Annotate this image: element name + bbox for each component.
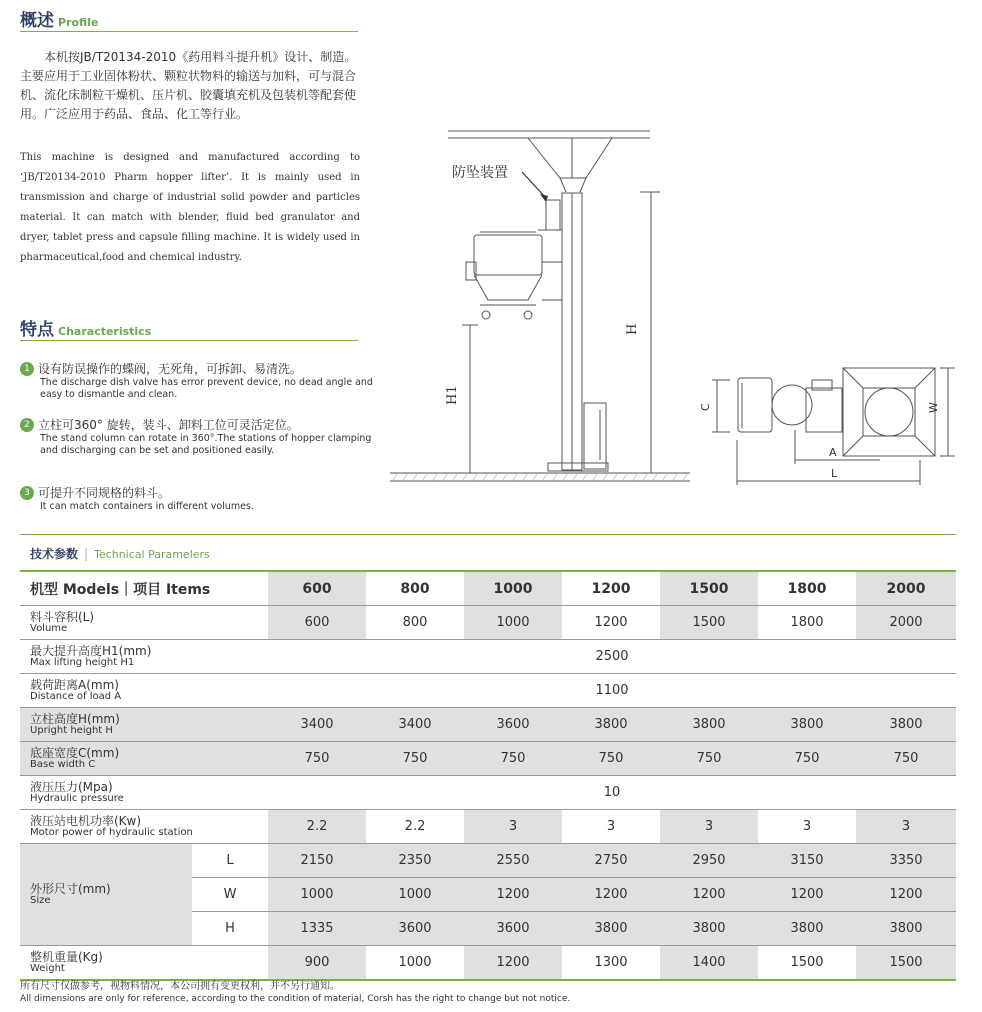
table-row-max-lift	[20, 640, 956, 674]
cell: 750	[366, 742, 464, 776]
footnote-en: All dimensions are only for reference, according to the condition of material, Corsh has the right to change but not notice.	[20, 994, 571, 1004]
dim-a-label: A	[829, 446, 837, 459]
cell: 1200	[856, 878, 956, 912]
size-l-label: L	[192, 844, 268, 878]
characteristic-item-3	[20, 482, 380, 513]
cell: 1200	[758, 878, 856, 912]
footnote-zh: 所有尺寸仅做参考，视物料情况，本公司拥有变更权利，并不另行通知。	[20, 981, 340, 992]
table-row-weight	[20, 946, 956, 981]
cell: 1800	[758, 606, 856, 640]
top-view-hopper	[865, 388, 913, 436]
cell: 3	[856, 810, 956, 844]
cell: 750	[562, 742, 660, 776]
characteristics-title-en: Characteristics	[58, 325, 152, 338]
cell: 2750	[562, 844, 660, 878]
cell: 3800	[758, 708, 856, 742]
cell: 3400	[268, 708, 366, 742]
cell: 3600	[464, 912, 562, 946]
cell: 750	[758, 742, 856, 776]
model-2000: 2000	[856, 571, 956, 606]
model-600: 600	[268, 571, 366, 606]
table-row-upright-height	[20, 708, 956, 742]
machine-diagram	[380, 120, 980, 500]
table-row-size-l	[20, 844, 956, 878]
discharge-funnel	[528, 138, 612, 178]
table-row-motor-power	[20, 810, 956, 844]
model-1500: 1500	[660, 571, 758, 606]
cell: 3800	[856, 912, 956, 946]
table-header-row	[20, 571, 956, 606]
tech-title-separator: |	[84, 547, 89, 561]
cell: 1500	[758, 946, 856, 981]
cell: 3	[562, 810, 660, 844]
profile-text-en: This machine is designed and manufactured according to ‘JB/T20134-2010 Pharm hopper lifter’. It is mainly used in transmission and charge of industrial solid powder and particles material. It can match with blender, fluid bed granulator and dryer, tablet press and capsule filling machine. It is widely used in pharmaceutical,food and chemical industry.	[20, 152, 360, 263]
cell: 1000	[464, 606, 562, 640]
annotation-arrow	[522, 172, 546, 198]
profile-title-en: Profile	[58, 16, 99, 29]
characteristic-zh: 立柱可360° 旋转，装斗、卸料工位可灵活定位。	[38, 418, 299, 432]
characteristics-heading	[20, 315, 358, 341]
dim-h1-label: H1	[445, 385, 460, 405]
cell: 1200	[562, 606, 660, 640]
tech-title: 技术参数	[30, 547, 79, 561]
size-w-label: W	[192, 878, 268, 912]
cell: 1200	[464, 878, 562, 912]
profile-title: 概述	[20, 11, 54, 31]
row-label: 液压压力(Mpa) Hydraulic pressure	[20, 776, 268, 810]
cell: 750	[268, 742, 366, 776]
number-badge: 3	[20, 486, 34, 500]
cell: 2500	[268, 640, 956, 674]
cell: 900	[268, 946, 366, 981]
cell: 3800	[660, 912, 758, 946]
table-row-base-width	[20, 742, 956, 776]
cell: 2.2	[268, 810, 366, 844]
characteristic-item-1	[20, 358, 380, 401]
row-label: 外形尺寸(mm) Size	[20, 844, 192, 946]
cell: 750	[856, 742, 956, 776]
table-row-hydraulic-pressure	[20, 776, 956, 810]
row-label: 立柱高度H(mm) Upright height H	[20, 708, 268, 742]
cell: 1200	[562, 878, 660, 912]
row-label: 整机重量(Kg) Weight	[20, 946, 268, 981]
cell: 3400	[366, 708, 464, 742]
model-1800: 1800	[758, 571, 856, 606]
cell: 1000	[366, 878, 464, 912]
cell: 3800	[660, 708, 758, 742]
cell: 10	[268, 776, 956, 810]
size-h-label: H	[192, 912, 268, 946]
cell: 3800	[758, 912, 856, 946]
hopper	[474, 235, 542, 275]
cell: 750	[464, 742, 562, 776]
dim-w-label: W	[927, 402, 940, 413]
characteristic-item-2	[20, 414, 380, 457]
characteristic-en: The discharge dish valve has error prevent device, no dead angle and easy to dismantle and clean.	[40, 377, 373, 400]
table-row-load-distance	[20, 674, 956, 708]
row-label: 液压站电机功率(Kw) Motor power of hydraulic station	[20, 810, 268, 844]
characteristic-en: The stand column can rotate in 360°.The stations of hopper clamping and discharging can be set and positioned easily.	[40, 433, 372, 456]
anti-fall-device	[546, 200, 560, 230]
cell: 2150	[268, 844, 366, 878]
cell: 1500	[856, 946, 956, 981]
row-label: 载荷距离A(mm) Distance of load A	[20, 674, 268, 708]
cell: 3600	[366, 912, 464, 946]
dim-l-label: L	[831, 467, 838, 480]
row-label: 料斗容积(L) Volume	[20, 606, 268, 640]
cell: 2550	[464, 844, 562, 878]
cell: 1000	[366, 946, 464, 981]
cell: 3	[464, 810, 562, 844]
cell: 2350	[366, 844, 464, 878]
top-view-base	[738, 378, 772, 432]
cell: 1300	[562, 946, 660, 981]
anti-fall-label: 防坠装置	[452, 165, 508, 181]
cell: 3800	[856, 708, 956, 742]
spec-table	[20, 570, 956, 981]
cell: 600	[268, 606, 366, 640]
model-1000: 1000	[464, 571, 562, 606]
row-label: 底座宽度C(mm) Base width C	[20, 742, 268, 776]
cell: 800	[366, 606, 464, 640]
cell: 750	[660, 742, 758, 776]
characteristic-zh: 设有防误操作的蝶阀，无死角，可拆卸、易清洗。	[38, 362, 303, 376]
model-1200: 1200	[562, 571, 660, 606]
cell: 1200	[660, 878, 758, 912]
header-label: 机型 Models｜项目 Items	[20, 571, 268, 606]
profile-text-zh: 本机按JB/T20134-2010《药用料斗提升机》设计、制造。主要应用于工业固体粉状、颗粒状物料的输送与加料，可与混合机、流化床制粒干燥机、压片机、胶囊填充机及包装机等配套使用。广泛应用于药品、食品、化工等行业。	[20, 50, 357, 121]
cell: 1000	[268, 878, 366, 912]
cell: 1200	[464, 946, 562, 981]
cell: 3800	[562, 708, 660, 742]
number-badge: 2	[20, 418, 34, 432]
cell: 1500	[660, 606, 758, 640]
cell: 3150	[758, 844, 856, 878]
cell: 3	[758, 810, 856, 844]
cell: 1335	[268, 912, 366, 946]
cell: 3	[660, 810, 758, 844]
tech-heading	[20, 534, 956, 562]
characteristics-title: 特点	[20, 320, 54, 340]
footnote	[20, 980, 570, 1006]
number-badge: 1	[20, 362, 34, 376]
cell: 2950	[660, 844, 758, 878]
cell: 3600	[464, 708, 562, 742]
characteristic-en: It can match containers in different volumes.	[40, 501, 254, 512]
cell: 1100	[268, 674, 956, 708]
model-800: 800	[366, 571, 464, 606]
cell: 2000	[856, 606, 956, 640]
tech-title-en: Technical Paramelers	[94, 548, 210, 561]
profile-heading	[20, 6, 358, 32]
table-row-volume	[20, 606, 956, 640]
characteristic-zh: 可提升不同规格的料斗。	[38, 486, 171, 500]
dim-c-label: C	[699, 403, 712, 411]
cell: 1400	[660, 946, 758, 981]
cell: 3350	[856, 844, 956, 878]
cell: 2.2	[366, 810, 464, 844]
hydraulic-station	[584, 403, 606, 469]
cell: 3800	[562, 912, 660, 946]
row-label: 最大提升高度H1(mm) Max lifting height H1	[20, 640, 268, 674]
dim-h-label: H	[625, 323, 640, 335]
